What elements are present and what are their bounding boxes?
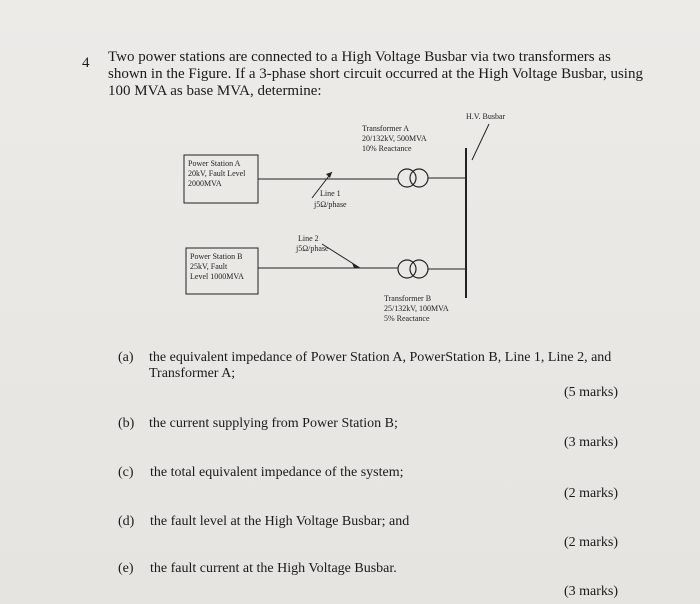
question-text: Two power stations are connected to a High Voltage Busbar via two transformers as shown in the Figure. If a 3-phase short circuit occurred at the High Voltage Busbar, using 100 MVA as base MVA, determine:: [108, 49, 643, 99]
station-b-label-1: Power Station B: [190, 252, 243, 261]
part-e-text: the fault current at the High Voltage Busbar.: [150, 561, 397, 576]
part-a-text: the equivalent impedance of Power Station A, PowerStation B, Line 1, Line 2, and Transformer A;: [149, 350, 612, 381]
line1-label-1: Line 1: [320, 189, 341, 198]
part-a-marks: (5 marks): [563, 385, 618, 400]
part-e-letter: (e): [118, 561, 134, 576]
part-d-marks: (2 marks): [563, 535, 618, 550]
station-a-label-2: 20kV, Fault Level: [188, 169, 246, 178]
question-number: 4: [82, 55, 90, 71]
line2-label-1: Line 2: [298, 234, 319, 243]
part-c-marks: (2 marks): [563, 486, 618, 501]
part-d-letter: (d): [118, 514, 135, 529]
part-b-text: the current supplying from Power Station B;: [149, 416, 398, 431]
station-a-label-1: Power Station A: [188, 159, 241, 168]
transformer-a-label-3: 10% Reactance: [362, 144, 412, 153]
part-c-text: the total equivalent impedance of the system;: [150, 465, 404, 480]
transformer-b-label-1: Transformer B: [384, 294, 432, 303]
part-d-text: the fault level at the High Voltage Busbar; and: [150, 514, 410, 529]
transformer-a-coil-right: [410, 169, 428, 187]
transformer-b-coil-right: [410, 260, 428, 278]
transformer-a-label-2: 20/132kV, 500MVA: [362, 134, 427, 143]
transformer-a-label-1: Transformer A: [362, 124, 410, 133]
line1-arrowhead: [326, 172, 332, 178]
part-b-letter: (b): [118, 416, 135, 431]
line2-label-2: j5Ω/phase: [296, 244, 329, 253]
station-a-label-3: 2000MVA: [188, 179, 222, 188]
part-a-letter: (a): [118, 350, 134, 365]
station-b-label-3: Level 1000MVA: [190, 272, 244, 281]
busbar-label: H.V. Busbar: [466, 112, 506, 121]
transformer-b-label-3: 5% Reactance: [384, 314, 430, 323]
busbar-pointer: [472, 124, 489, 160]
transformer-b-label-2: 25/132kV, 100MVA: [384, 304, 449, 313]
part-b-marks: (3 marks): [563, 435, 618, 450]
part-e-marks: (3 marks): [563, 584, 618, 599]
part-c-letter: (c): [118, 465, 134, 480]
station-b-label-2: 25kV, Fault: [190, 262, 228, 271]
line1-label-2: j5Ω/phase: [314, 200, 347, 209]
